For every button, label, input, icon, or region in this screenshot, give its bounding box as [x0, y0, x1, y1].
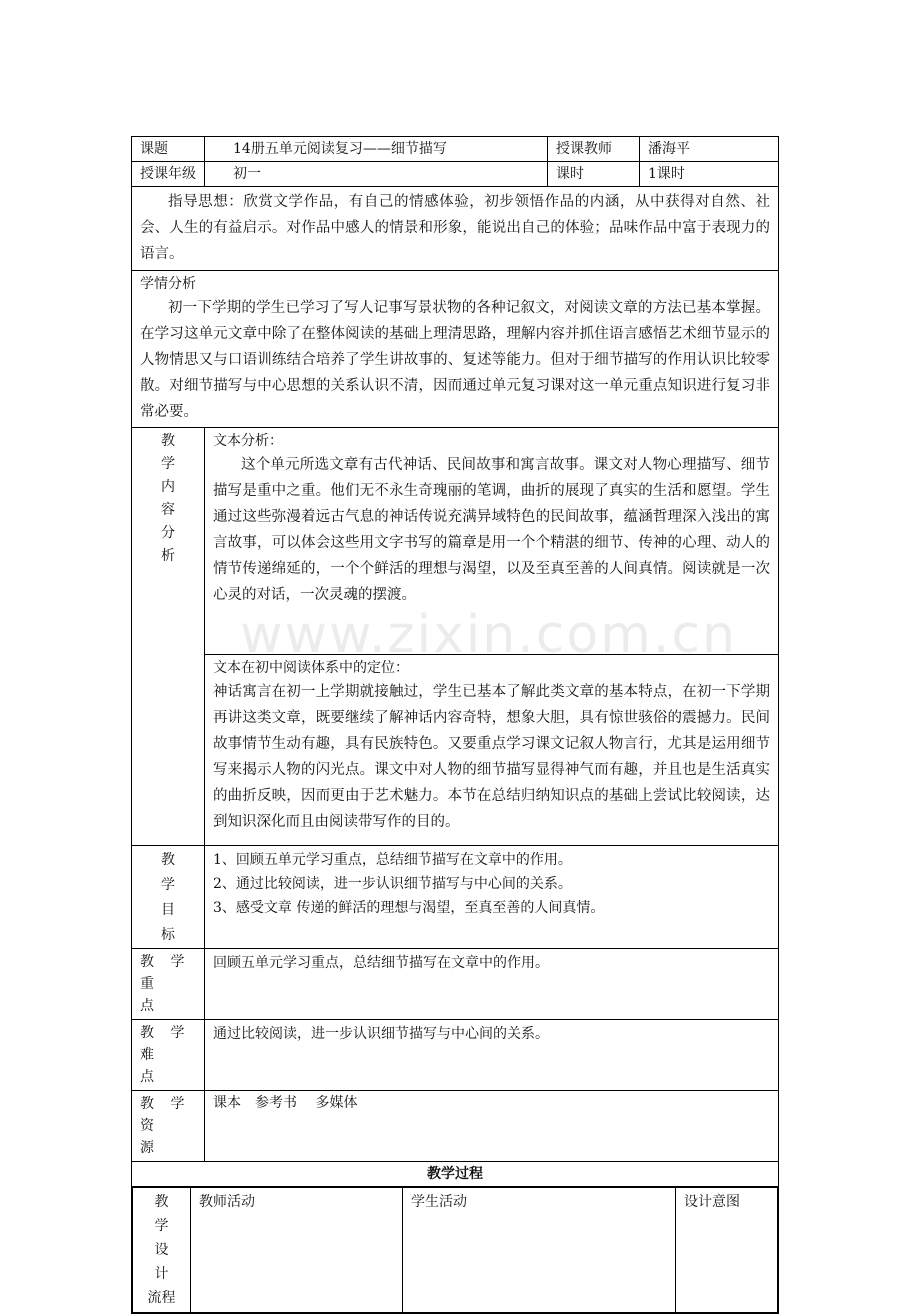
process-title-row	[132, 1162, 779, 1187]
grade-value: 初一	[205, 162, 548, 187]
process-inner-table	[132, 1187, 778, 1313]
label-char: 教	[161, 852, 175, 868]
difficulties-row	[132, 1020, 779, 1091]
grade-label: 授课年级	[132, 162, 205, 187]
resources-label-top: 教 学 资	[140, 1096, 191, 1134]
difficulties-label-top: 教 学 难	[140, 1025, 191, 1063]
objective-item: 1、回顾五单元学习重点，总结细节描写在文章中的作用。	[213, 852, 572, 868]
flow-label-line: 设 计	[154, 1242, 183, 1282]
topic-label: 课题	[132, 137, 205, 162]
design-intent-header: 设计意图	[676, 1188, 778, 1313]
student-analysis-title: 学情分析	[140, 276, 196, 292]
label-char: 容	[161, 502, 175, 518]
label-char: 学	[161, 877, 175, 893]
watermark: www.zixin.com.cn	[240, 605, 737, 665]
resources-label-bottom: 源	[140, 1140, 154, 1156]
difficulties-label	[132, 1020, 205, 1091]
student-analysis-row	[132, 271, 779, 428]
header-row-grade	[132, 162, 779, 187]
text-analysis-body: 这个单元所选文章有古代神话、民间故事和寓言故事。课文对人物心理描写、细节描写是重中之重。他们无不永生奇瑰丽的笔调，曲折的展现了真实的生活和愿望。学生通过这些弥漫着远古气息的神话传说充满异域特色的民间故事，蕴涵哲理深入浅出的寓言故事，可以体会这些用文字书写的篇章是用一个个精湛的细节、传神的心理、动人的情节传递绵延的，一个个鲜活的理想与渴望，以及至真至善的人间真情。阅读就是一次心灵的对话，一次灵魂的摆渡。	[213, 457, 770, 603]
header-row-topic	[132, 137, 779, 162]
text-analysis-title: 文本分析：	[213, 433, 283, 449]
teacher-activity-header: 教师活动	[191, 1188, 403, 1313]
process-title: 教学过程	[132, 1162, 779, 1187]
guiding-text: 指导思想：欣赏文学作品，有自己的情感体验，初步领悟作品的内涵，从中获得对自然、社会、人生的有益启示。对作品中感人的情景和形象，能说出自己的体验；品味作品中富于表现力的语言。	[132, 187, 779, 271]
flow-label-line: 流程	[147, 1290, 176, 1306]
process-header-cell	[132, 1187, 779, 1314]
difficulties-label-bottom: 点	[140, 1069, 154, 1085]
key-points-row	[132, 949, 779, 1020]
label-char: 分	[161, 525, 175, 541]
content-analysis-label	[132, 428, 205, 846]
topic-value: 14册五单元阅读复习——细节描写	[205, 137, 548, 162]
guiding-row	[132, 187, 779, 271]
objectives-label	[132, 846, 205, 949]
label-char: 学	[161, 456, 175, 472]
label-char: 析	[161, 548, 175, 564]
key-points-label	[132, 949, 205, 1020]
student-activity-header: 学生活动	[403, 1188, 676, 1313]
flow-label-line: 教 学	[154, 1194, 183, 1234]
student-analysis-cell	[132, 271, 779, 428]
resources-label	[132, 1091, 205, 1162]
position-title: 文本在初中阅读体系中的定位：	[213, 660, 409, 676]
objective-item: 3、感受文章 传递的鲜活的理想与渴望，至真至善的人间真情。	[213, 900, 605, 916]
flow-label	[133, 1188, 191, 1313]
label-char: 教	[161, 433, 175, 449]
position-row	[132, 655, 779, 846]
text-analysis-cell	[205, 428, 779, 655]
key-points-label-bottom: 点	[140, 998, 154, 1014]
difficulties-text: 通过比较阅读，进一步认识细节描写与中心间的关系。	[205, 1020, 779, 1091]
period-value: 1课时	[640, 162, 779, 187]
objective-item: 2、通过比较阅读，进一步认识细节描写与中心间的关系。	[213, 876, 572, 892]
objectives-row	[132, 846, 779, 949]
student-analysis-text: 初一下学期的学生已学习了写人记事写景状物的各种记叙文，对阅读文章的方法已基本掌握。在学习这单元文章中除了在整体阅读的基础上理清思路，理解内容并抓住语言感悟艺术细节显示的人物情思又与口语训练结合培养了学生讲故事的、复述等能力。但对于细节描写的作用认识比较零散。对细节描写与中心思想的关系认识不清，因而通过单元复习课对这一单元重点知识进行复习非常必要。	[140, 300, 770, 420]
process-header-row	[132, 1187, 779, 1314]
resources-row	[132, 1091, 779, 1162]
teacher-label: 授课教师	[548, 137, 640, 162]
lesson-plan-table	[131, 136, 779, 1314]
key-points-label-top: 教 学 重	[140, 954, 191, 992]
period-label: 课时	[548, 162, 640, 187]
objectives-cell	[205, 846, 779, 949]
label-char: 内	[161, 479, 175, 495]
key-points-text: 回顾五单元学习重点，总结细节描写在文章中的作用。	[205, 949, 779, 1020]
label-char: 目	[161, 902, 175, 918]
position-cell	[205, 655, 779, 846]
content-analysis-row	[132, 428, 779, 655]
position-body: 神话寓言在初一上学期就接触过，学生已基本了解此类文章的基本特点，在初一下学期再讲这类文章，既要继续了解神话内容奇特，想象大胆，具有惊世骇俗的震撼力。民间故事情节生动有趣，具有民族特色。又要重点学习课文记叙人物言行，尤其是运用细节写来揭示人物的闪光点。课文中对人物的细节描写显得神气而有趣，并且也是生活真实的曲折反映，因而更由于艺术魅力。本节在总结归纳知识点的基础上尝试比较阅读，达到知识深化而且由阅读带写作的目的。	[213, 684, 770, 830]
label-char: 标	[161, 927, 175, 943]
resources-text: 课本 参考书 多媒体	[205, 1091, 779, 1162]
teacher-value: 潘海平	[640, 137, 779, 162]
